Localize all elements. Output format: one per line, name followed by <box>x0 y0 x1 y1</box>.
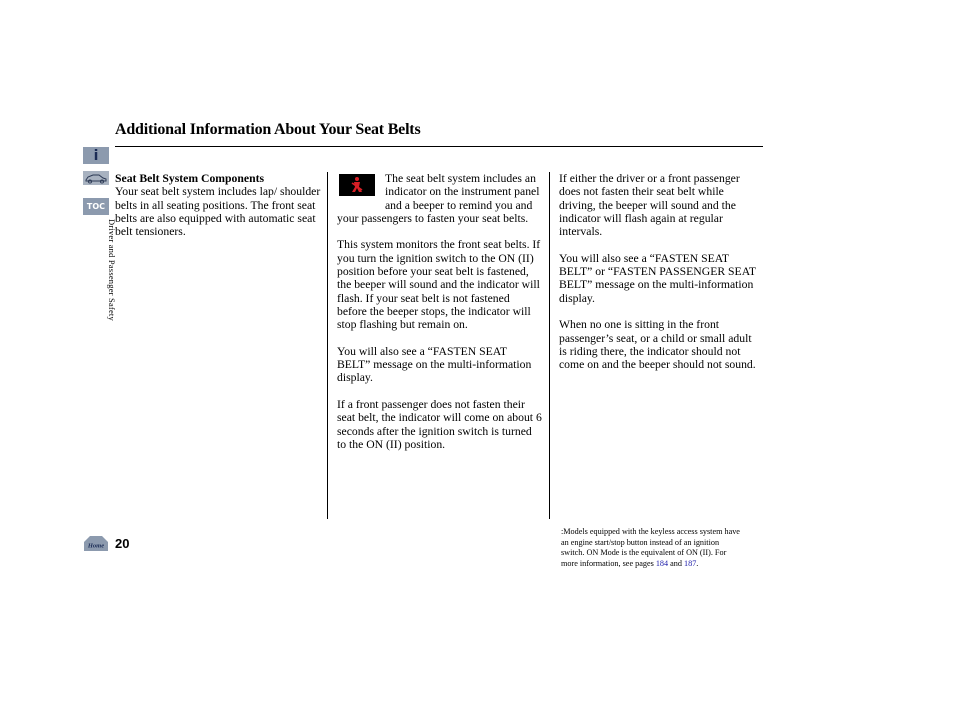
column-divider <box>327 172 328 519</box>
home-label: Home <box>87 542 105 550</box>
column-divider <box>549 172 550 519</box>
page-title: Additional Information About Your Seat Belts <box>115 121 421 138</box>
paragraph: This system monitors the front seat belts. If you turn the ignition switch to the ON (II) position before your seat belt is fastened, the beeper will sound and the indicator will flash. If your seat belt is not fastened before the beeper stops, the indicator will stop flashing but remain on. <box>337 238 541 332</box>
section-label: Driver and Passenger Safety <box>107 219 117 321</box>
paragraph: When no one is sitting in the front passenger’s seat, or a child or small adult is riding there, the indicator should not come on and the beeper should not sound. <box>559 318 756 372</box>
column-3 <box>559 172 761 385</box>
footnote <box>561 527 741 569</box>
footnote-text: :Models equipped with the keyless access system have an engine start/stop button instead of an ignition switch. ON Mode is the equivalent of ON (II). For more information, see pages <box>561 527 740 568</box>
page-number: 20 <box>115 536 130 551</box>
toc-button[interactable] <box>83 198 109 215</box>
footnote-period: . <box>696 558 699 568</box>
column-2 <box>337 172 542 465</box>
title-divider <box>115 146 763 147</box>
paragraph: You will also see a “FASTEN SEAT BELT” or “FASTEN PASSENGER SEAT BELT” message on the multi-information display. <box>559 251 756 305</box>
page-link-187[interactable]: 187 <box>684 558 697 568</box>
paragraph: If either the driver or a front passenger does not fasten their seat belt while driving, the beeper will sound and the indicator will flash again at regular intervals. <box>559 172 740 239</box>
footnote-and: and <box>670 558 682 568</box>
paragraph: The seat belt system includes an indicator on the instrument panel and a beeper to remind you and your passengers to fasten your seat belts. <box>337 172 540 225</box>
column-1 <box>115 172 327 252</box>
section-heading: Seat Belt System Components <box>115 172 265 185</box>
info-glyph: i <box>93 147 99 164</box>
seat-belt-reminder-icon <box>339 174 375 196</box>
paragraph: You will also see a “FASTEN SEAT BELT” message on the multi-information display. <box>337 344 532 385</box>
home-button[interactable] <box>83 535 109 552</box>
info-icon[interactable] <box>83 147 109 164</box>
car-icon[interactable] <box>83 171 109 185</box>
car-silhouette-icon <box>84 172 108 184</box>
paragraph: Your seat belt system includes lap/ shoulder belts in all seating positions. The front seat belts are also equipped with automatic seat belt tensioners. <box>115 185 321 239</box>
paragraph: If a front passenger does not fasten their seat belt, the indicator will come on about 6 seconds after the ignition switch is turned to the ON (II) position. <box>337 398 542 451</box>
page-link-184[interactable]: 184 <box>655 558 669 568</box>
seat-belt-person-icon <box>346 176 368 194</box>
home-icon <box>83 535 109 552</box>
toc-label: TOC <box>86 202 106 211</box>
